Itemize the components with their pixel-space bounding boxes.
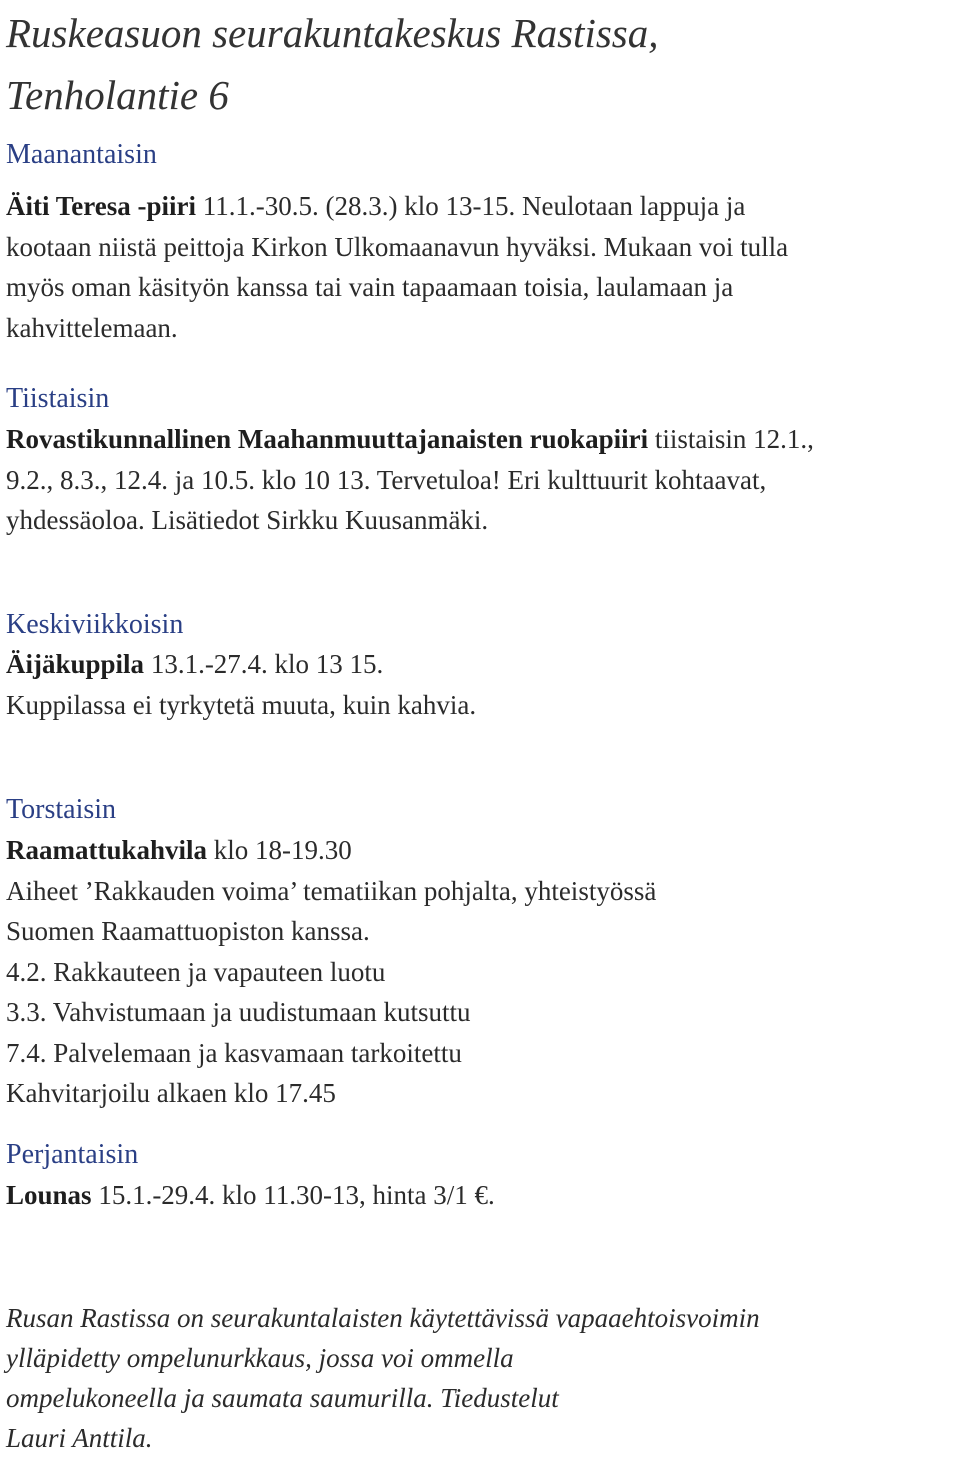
friday-line-1 [6, 1175, 958, 1216]
wednesday-line-2: Kuppilassa ei tyrkytetä muuta, kuin kahvia. [6, 689, 477, 720]
day-heading-monday: Maanantaisin [6, 139, 157, 170]
footer-line-4: Lauri Anttila. [6, 1423, 153, 1453]
tuesday-line-1-rest: tiistaisin 12.1., [648, 424, 814, 454]
tuesday-line-1 [6, 419, 958, 460]
thursday-section [6, 830, 958, 1114]
footer-line-3: ompelukoneella ja saumata saumurilla. Tiedustelut [6, 1383, 559, 1413]
page-title [6, 2, 659, 126]
friday-event-name: Lounas [6, 1180, 92, 1210]
day-heading-friday: Perjantaisin [6, 1139, 139, 1170]
thursday-line-1-rest: klo 18-19.30 [207, 835, 352, 865]
thursday-line-5: 3.3. Vahvistumaan ja uudistumaan kutsuttu [6, 997, 471, 1027]
wednesday-event-name: Äijäkuppila [6, 649, 145, 679]
footer-line-2: ylläpidetty ompelunurkkaus, jossa voi ommella [6, 1343, 514, 1373]
monday-line-2: kootaan niistä peittoja Kirkon Ulkomaanavun hyväksi. Mukaan voi tulla [6, 231, 789, 262]
thursday-line-3: Suomen Raamattuopiston kanssa. [6, 916, 370, 946]
friday-section [6, 1175, 958, 1216]
wednesday-section [6, 644, 958, 725]
footer-note [6, 1298, 760, 1458]
day-heading-thursday: Torstaisin [6, 794, 117, 825]
page-title-line-1: Ruskeasuon seurakuntakeskus Rastissa, [6, 10, 659, 56]
thursday-line-4: 4.2. Rakkauteen ja vapauteen luotu [6, 956, 386, 987]
monday-event-name: Äiti Teresa -piiri [6, 191, 197, 221]
tuesday-line-3: yhdessäoloa. Lisätiedot Sirkku Kuusanmäki. [6, 505, 489, 535]
tuesday-line-2: 9.2., 8.3., 12.4. ja 10.5. klo 10 13. Tervetuloa! Eri kulttuurit kohtaavat, [6, 464, 767, 495]
monday-section [6, 186, 958, 348]
wednesday-line-1-rest: 13.1.-27.4. klo 13 15. [144, 649, 384, 679]
tuesday-event-name: Rovastikunnallinen Maahanmuuttajanaisten ruokapiiri [6, 424, 649, 454]
friday-line-1-rest: 15.1.-29.4. klo 11.30-13, hinta 3/1 €. [91, 1180, 495, 1210]
tuesday-section [6, 419, 958, 541]
monday-line-4: kahvittelemaan. [6, 312, 178, 343]
page-title-line-2: Tenholantie 6 [6, 72, 229, 118]
monday-line-3: myös oman käsityön kanssa tai vain tapaamaan toisia, laulamaan ja [6, 272, 734, 302]
thursday-line-7: Kahvitarjoilu alkaen klo 17.45 [6, 1078, 336, 1108]
footer-line-1: Rusan Rastissa on seurakuntalaisten käytettävissä vapaaehtoisvoimin [6, 1303, 760, 1333]
day-heading-wednesday: Keskiviikkoisin [6, 609, 184, 640]
monday-line-1 [6, 186, 958, 227]
thursday-event-name: Raamattukahvila [6, 835, 208, 865]
thursday-line-6: 7.4. Palvelemaan ja kasvamaan tarkoitettu [6, 1037, 462, 1068]
thursday-line-1 [6, 830, 958, 871]
wednesday-line-1 [6, 644, 958, 685]
thursday-line-2: Aiheet ’Rakkauden voima’ tematiikan pohjalta, yhteistyössä [6, 875, 657, 906]
monday-line-1-rest: 11.1.-30.5. (28.3.) klo 13-15. Neulotaan lappuja ja [196, 191, 746, 221]
day-heading-tuesday: Tiistaisin [6, 383, 110, 414]
